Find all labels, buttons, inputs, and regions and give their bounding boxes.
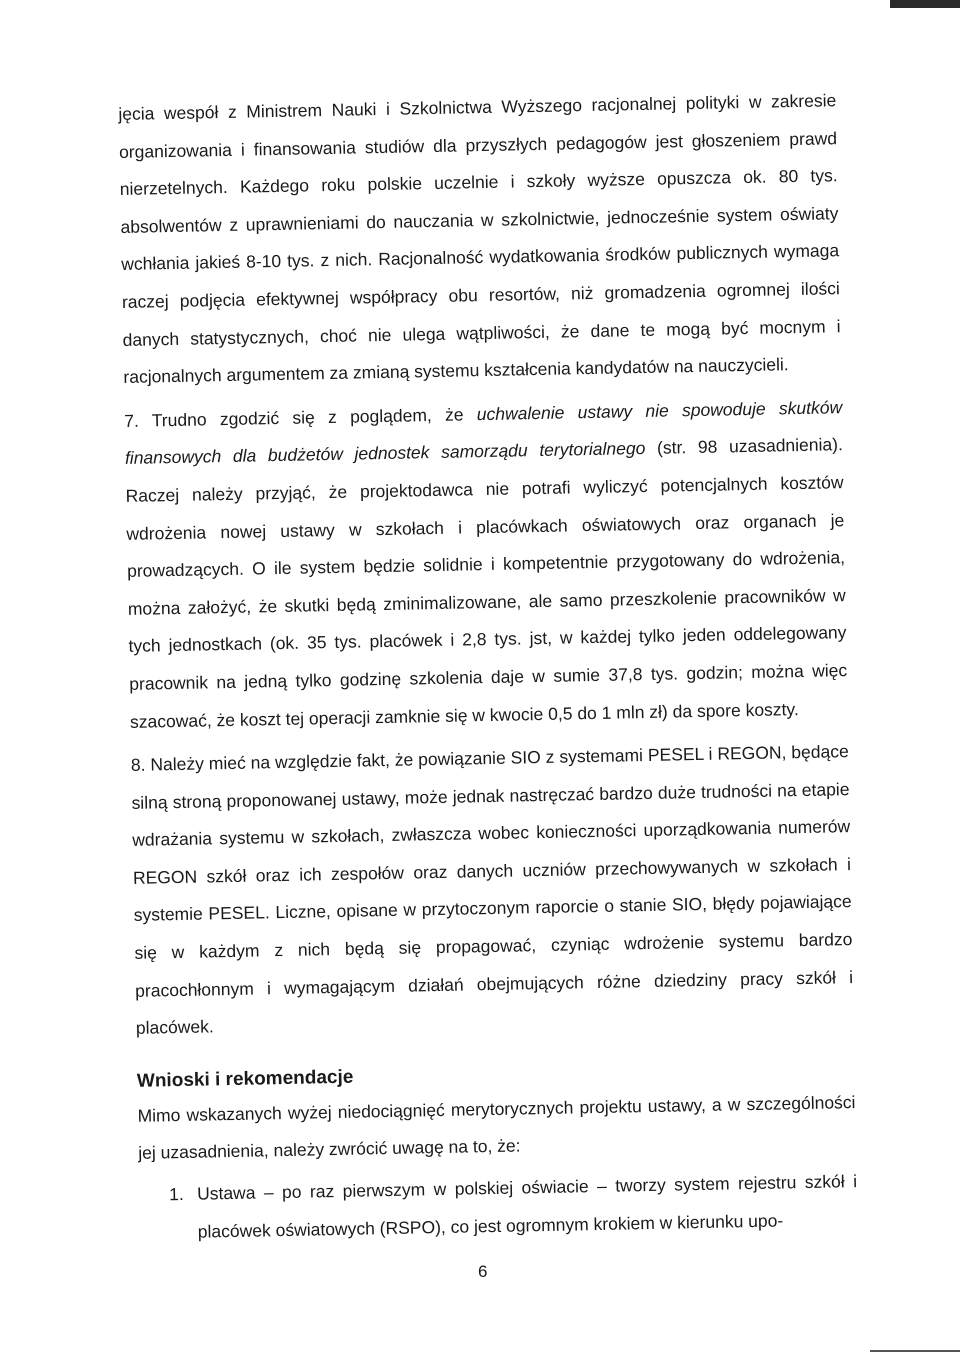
page-body bbox=[118, 82, 858, 1252]
page-number: 6 bbox=[478, 1262, 488, 1281]
paragraph-7-rest: (str. 98 uzasadnienia). Raczej należy przyjąć, że projektodawca nie potrafi wyliczyć potencjalnych kosztów wdrożenia nowej ustawy w szkołach i placówkach oświatowych oraz organach je prowadzących. O ile system będzie solidnie i kompetentnie przygotowany do wdrożenia, można założyć, że skutki będą zminimalizowane, ale samo przeszkolenie pracowników w tych jednostkach (ok. 35 tys. placówek i 2,8 tys. jst, w każdej tylko jeden oddelegowany pracownik na jedną tylko godzinę szkolenia daje w sumie 37,8 tys. godzin; można więc szacować, że koszt tej operacji zamknie się w kwocie 0,5 do 1 mln zł) da spore koszty. bbox=[125, 434, 848, 732]
list-item bbox=[139, 1163, 858, 1252]
paragraph-7 bbox=[124, 389, 848, 741]
paragraph-7-start: 7. Trudno zgodzić się z poglądem, że bbox=[124, 403, 478, 431]
list-item-text: Ustawa – po raz pierwszym w polskiej oświacie – tworzy system rejestru szkół i placówek oświatowych (RSPO), co jest ogromnym krokiem w kierunku upo- bbox=[196, 1171, 858, 1242]
scan-edge-mark bbox=[890, 0, 960, 8]
scan-edge-mark bbox=[870, 1350, 960, 1352]
list-item-number: 1. bbox=[168, 1183, 184, 1205]
paragraph-intro: jęcia wespół z Ministrem Nauki i Szkolnictwa Wyższego racjonalnej polityki w zakresie organizowania i finansowania studiów dla przyszłych pedagogów jest głoszeniem prawd nierzetelnych. Każdego roku polskie uczelnie i szkoły wyższe opuszcza ok. 80 tys. absolwentów z uprawnieniami do nauczania w szkolnictwie, jednocześnie system oświaty wchłania jakieś 8-10 tys. z nich. Racjonalność wydatkowania środków publicznych wymaga raczej podjęcia efektywnej współpracy obu resortów, niż gromadzenia ogromnej ilości danych statystycznych, choć nie ulega wątpliwości, że dane te mogą być mocnym i racjonalnych argumentem za zmianą systemu kształcenia kandydatów na nauczycieli. bbox=[118, 90, 841, 388]
recommendations-list bbox=[139, 1163, 858, 1252]
paragraph-8: 8. Należy mieć na względzie fakt, że powiązanie SIO z systemami PESEL i REGON, będące silną stroną proponowanej ustawy, może jednak nastręczać bardzo duże trudności na etapie wdrażania systemu w szkołach, zwłaszcza wobec konieczności uporządkowania numerów REGON szkół oraz ich zespołów oraz danych uczniów przechowywanych w szkołach i systemie PESEL. Liczne, opisane w przytoczonym raporcie o stanie SIO, błędy pojawiające się w każdym z nich będą się propagować, czyniąc wdrożenie systemu bardzo pracochłonnym i wymagającym działań obejmujących różne dziedziny pracy szkół i placówek. bbox=[130, 741, 854, 1039]
section-heading: Wnioski i rekomendacje bbox=[136, 1066, 354, 1092]
quoted-statement: uchwalenie ustawy nie spowoduje skutków finansowych dla budżetów jednostek samorządu terytorialnego bbox=[124, 396, 843, 469]
conclusions-intro: Mimo wskazanych wyżej niedociągnięć merytorycznych projektu ustawy, a w szczególności jej uzasadnienia, należy zwrócić uwagę na to, że: bbox=[137, 1091, 856, 1164]
